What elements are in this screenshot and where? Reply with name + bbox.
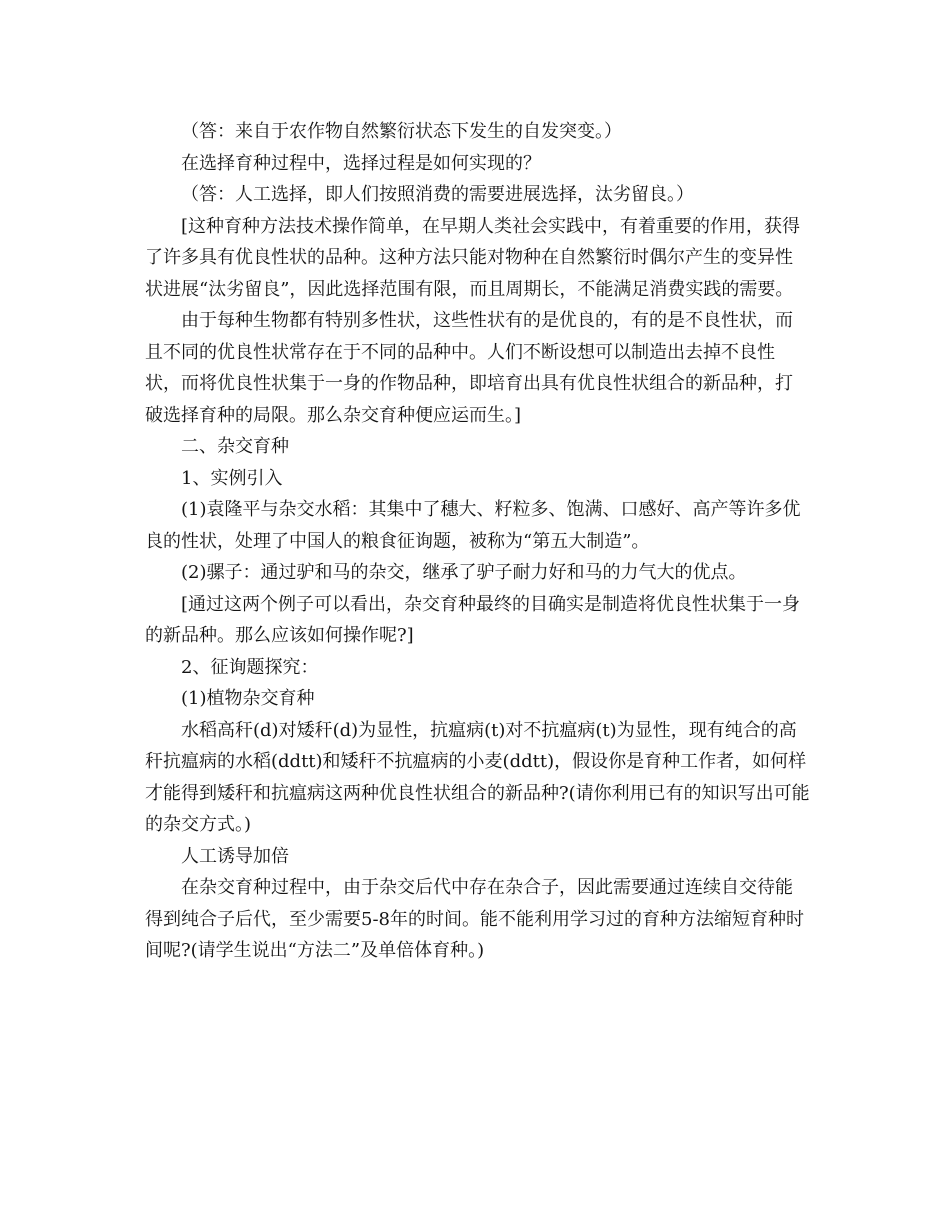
- paragraph-shorten-breeding-time: 在杂交育种过程中，由于杂交后代中存在杂合子，因此需要通过连续自交待能得到纯合子后代，至少需要5-8年的时间。能不能利用学习过的育种方法缩短育种时间呢?(请学生说出“方法二”及单倍体育种。): [145, 877, 804, 961]
- document-page: [145, 116, 810, 967]
- paragraph-rice-traits-problem: 水稻高秆(d)对矮秆(d)为显性，抗瘟病(t)对不抗瘟病(t)为显性，现有纯合的高秆抗瘟病的水稻(ddtt)和矮秆不抗瘟病的小麦(ddtt)，假设你是育种工作者，如何样才能得到矮秆和抗瘟病这两种优良性状组合的新品种?(请你利用已有的知识写出可能的杂交方式。): [145, 719, 810, 835]
- paragraph-example-mule: (2)骡子：通过驴和马的杂交，继承了驴子耐力好和马的力气大的优点。: [181, 562, 747, 583]
- paragraph-question-selection: 在选择育种过程中，选择过程是如何实现的？: [181, 152, 541, 174]
- paragraph-answer-origin: （答：来自于农作物自然繁衍状态下发生的自发突变。）: [181, 121, 622, 142]
- subheading-artificial-doubling: 人工诱导加倍: [181, 845, 289, 867]
- paragraph-answer-selection: （答：人工选择，即人们按照消费的需要进展选择，汰劣留良。）: [181, 184, 694, 205]
- paragraph-example-rice: (1)袁隆平与杂交水稻：其集中了穗大、籽粒多、饱满、口感好、高产等许多优良的性状，处理了中国人的粮食征询题，被称为“第五大制造”。: [145, 499, 801, 552]
- subheading-examples: 1、实例引入: [181, 467, 283, 489]
- paragraph-examples-summary: [通过这两个例子可以看出，杂交育种最终的目确实是制造将优良性状集于一身的新品种。那么应该如何操作呢?]: [145, 593, 801, 646]
- paragraph-selection-breeding-note: [这种育种方法技术操作简单，在早期人类社会实践中，有着重要的作用，获得了许多具有优良性状的品种。这种方法只能对物种在自然繁衍时偶尔产生的变异性状进展“汰劣留良”，因此选择范围有限，而且周期长，不能满足消费实践的需要。: [145, 215, 801, 300]
- section-heading-hybrid-breeding: 二、杂交育种: [181, 436, 289, 457]
- subheading-problem-inquiry: 2、征询题探究：: [181, 656, 319, 678]
- subheading-plant-hybrid-breeding: (1)植物杂交育种: [181, 688, 315, 709]
- paragraph-hybrid-breeding-intro: 由于每种生物都有特别多性状，这些性状有的是优良的，有的是不良性状，而且不同的优良性状常存在于不同的品种中。人们不断设想可以制造出去掉不良性状，而将优良性状集于一身的作物品种，即培育出具有优良性状组合的新品种，打破选择育种的局限。那么杂交育种便应运而生。]: [145, 310, 793, 426]
